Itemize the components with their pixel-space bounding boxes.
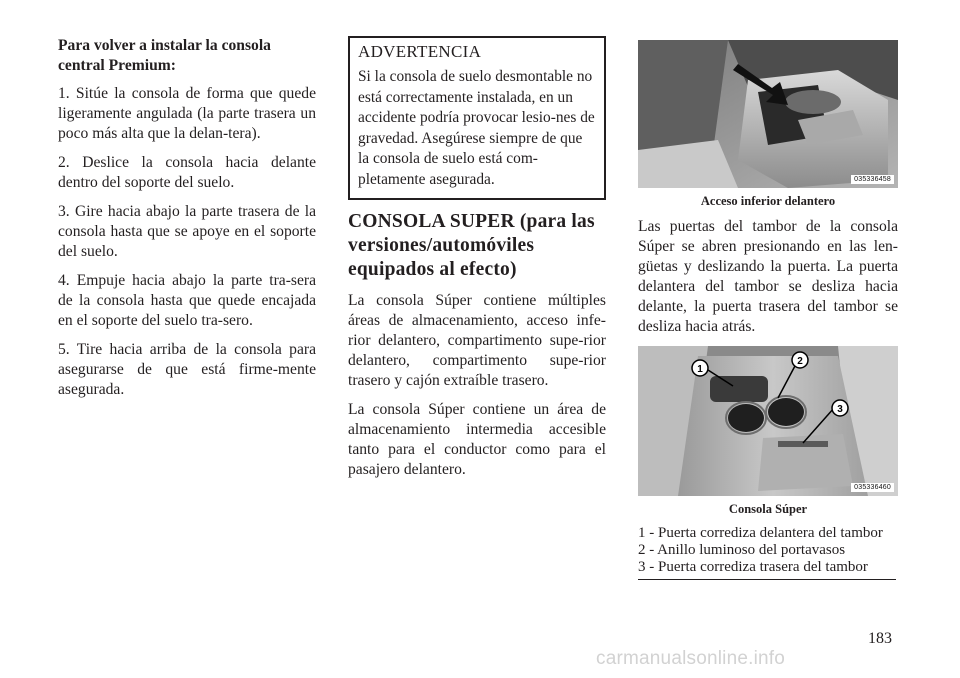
section-heading: CONSOLA SUPER (para las versiones/automóviles equipados al efecto) [348, 211, 595, 280]
legend-divider [638, 579, 896, 580]
figure-super-console [638, 346, 898, 496]
drum-doors-text: Las puertas del tambor de la consola Súper se abren presionando en las len-güetas y deslizando la puerta. La puerta delantera del tambor se desliza hacia delante, la puerta trasera del tambor se desliza hacia atrás. [638, 218, 898, 335]
step-4: 4. Empuje hacia abajo la parte tra-sera de la consola hasta que quede encajada en el soporte del suelo tra-sero. [58, 272, 316, 329]
figure-id-label: 035336458 [851, 175, 894, 184]
section-paragraph-1: La consola Súper contiene múltiples áreas de almacenamiento, acceso infe-rior delantero, compartimento supe-rior delantero, compartimento supe-rior trasero y cajón extraíble trasero. [348, 292, 606, 389]
figure-id-label: 035336460 [851, 483, 894, 492]
warning-text: Si la consola de suelo desmontable no está correctamente instalada, en un accidente podría provocar lesio-nes de gravedad. Asegúrese siempre de que la consola de suelo está com-pletamente asegurada. [358, 68, 595, 188]
figure-caption-front: Acceso inferior delantero [700, 194, 836, 208]
super-console-photo [638, 346, 898, 496]
right-column [638, 40, 898, 580]
section-paragraph-2: La consola Súper contiene un área de almacenamiento intermedia accesible tanto para el conductor como para el pasajero delantero. [348, 401, 606, 478]
console-lower-access-photo [638, 40, 898, 188]
callout-3: 3 [837, 404, 843, 415]
figure-legend [638, 525, 898, 576]
page-number: 183 [868, 630, 892, 647]
watermark-text: carmanualsonline.info [596, 648, 786, 669]
warning-title: ADVERTENCIA [358, 42, 482, 61]
callout-2: 2 [797, 356, 803, 367]
callout-1: 1 [697, 364, 703, 375]
step-3: 3. Gire hacia abajo la parte trasera de la consola hasta que se apoye en el soporte del suelo. [58, 203, 316, 260]
middle-column [348, 36, 606, 489]
legend-item-1: 1 - Puerta corrediza delantera del tambor [638, 525, 883, 541]
warning-box [348, 36, 606, 200]
legend-item-3: 3 - Puerta corrediza trasera del tambor [638, 559, 868, 575]
legend-item-2: 2 - Anillo luminoso del portavasos [638, 542, 846, 558]
figure-caption-super: Consola Súper [728, 502, 808, 516]
step-1: 1. Sitúe la consola de forma que quede ligeramente angulada (la parte trasera un poco más alta que la delan-tera). [58, 85, 316, 142]
step-2: 2. Deslice la consola hacia delante dentro del soporte del suelo. [58, 154, 316, 191]
step-5: 5. Tire hacia arriba de la consola para asegurarse de que está firme-mente asegurada. [58, 341, 316, 398]
left-column [58, 36, 316, 409]
figure-front-lower-access [638, 40, 898, 188]
reinstall-heading: Para volver a instalar la consola central Premium: [58, 37, 271, 74]
